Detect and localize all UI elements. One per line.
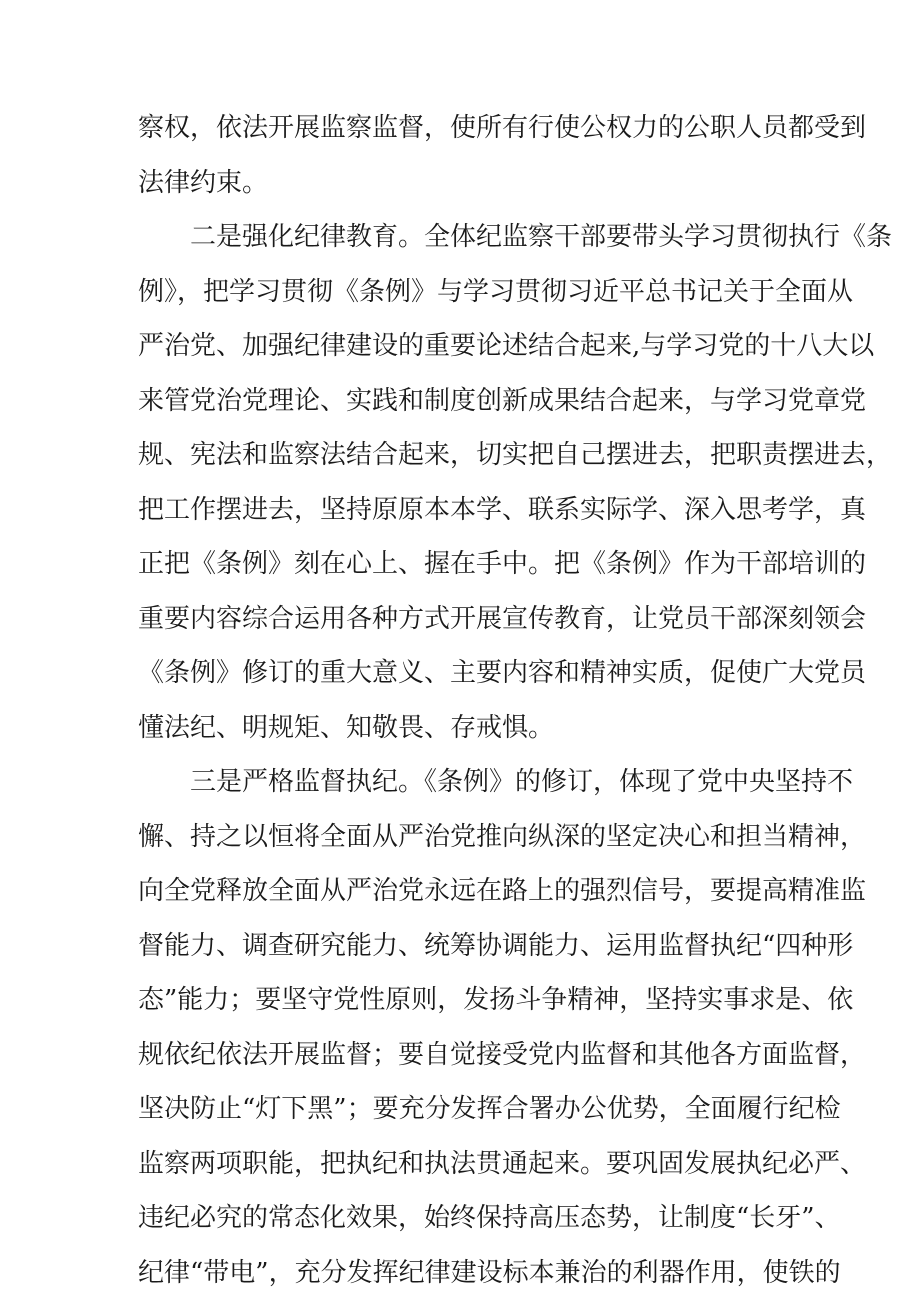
- paragraph-start-line: 二是强化纪律教育。全体纪监察干部要带头学习贯彻执行《条: [190, 222, 893, 252]
- text-line: 严治党、加强纪律建设的重要论述结合起来,与学习党的十八大以: [138, 331, 875, 361]
- text-line: 法律约束。: [138, 167, 269, 198]
- text-line: 坚决防止“灯下黑”；要充分发挥合署办公优势，全面履行纪检: [138, 1094, 841, 1124]
- text-line: 《条例》修订的重大意义、主要内容和精神实质，促使广大党员: [138, 658, 867, 688]
- text-line: 监察两项职能，把执纪和执法贯通起来。要巩固发展执纪必严、: [138, 1148, 867, 1179]
- document-body: [138, 101, 893, 1300]
- text-line: 督能力、调查研究能力、统筹协调能力、运用监督执纪“四种形: [138, 930, 854, 961]
- text-line: 察权，依法开展监察监督，使所有行使公权力的公职人员都受到: [138, 113, 867, 143]
- text-line: 态”能力；要坚守党性原则，发扬斗争精神，坚持实事求是、依: [138, 985, 854, 1015]
- text-line: 懂法纪、明规矩、知敬畏、存戒惧。: [138, 712, 555, 743]
- text-line: 重要内容综合运用各种方式开展宣传教育，让党员干部深刻领会: [138, 603, 867, 634]
- text-line: 把工作摆进去，坚持原原本本学、联系实际学、深入思考学，真: [138, 494, 867, 525]
- paragraph-start-line: 三是严格监督执纪。《条例》的修订，体现了党中央坚持不: [190, 767, 854, 797]
- text-line: 正把《条例》刻在心上、握在手中。把《条例》作为干部培训的: [138, 549, 867, 579]
- text-line: 向全党释放全面从严治党永远在路上的强烈信号，要提高精准监: [138, 876, 867, 906]
- text-line: 违纪必究的常态化效果，始终保持高压态势，让制度“长牙”、: [138, 1203, 841, 1233]
- text-line: 例》，把学习贯彻《条例》与学习贯彻习近平总书记关于全面从: [138, 276, 854, 307]
- text-line: 纪律“带电”，充分发挥纪律建设标本兼治的利器作用，使铁的: [138, 1257, 841, 1288]
- text-line: 来管党治党理论、实践和制度创新成果结合起来，与学习党章党: [138, 385, 867, 416]
- text-line: 规、宪法和监察法结合起来，切实把自己摆进去，把职责摆进去，: [138, 440, 893, 470]
- text-line: 懈、持之以恒将全面从严治党推向纵深的坚定决心和担当精神，: [138, 821, 867, 852]
- text-line: 规依纪依法开展监督；要自觉接受党内监督和其他各方面监督，: [138, 1039, 867, 1070]
